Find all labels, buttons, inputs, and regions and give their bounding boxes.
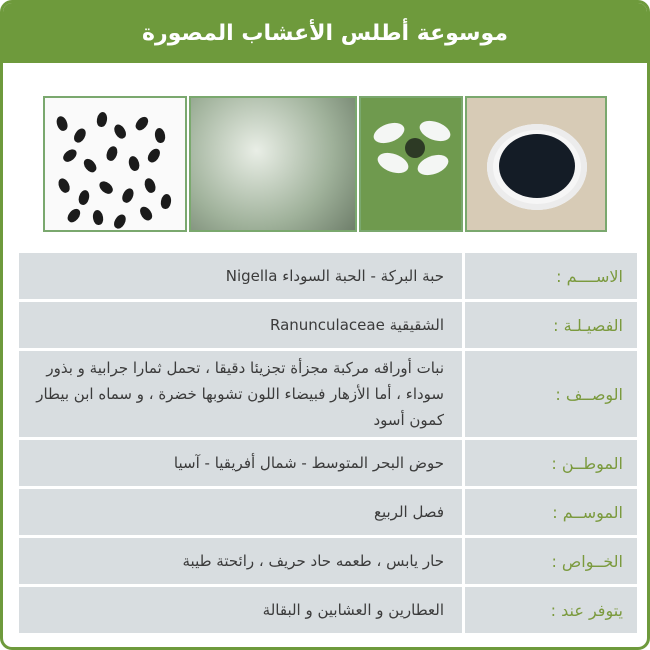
availability-label: يتوفر عند :: [465, 587, 637, 633]
info-row-habitat: [19, 440, 637, 486]
photo-strip: [43, 96, 609, 232]
seeds-photo: [43, 96, 187, 232]
name-value: حبة البركة - الحبة السوداء Nigella: [19, 253, 462, 299]
properties-value: حار يابس ، طعمه حاد حريف ، رائحتة طيبة: [19, 538, 462, 584]
info-table: [19, 253, 637, 633]
info-row-availability: [19, 587, 637, 633]
info-row-season: [19, 489, 637, 535]
flowers-photo: [189, 96, 357, 232]
info-row-name: [19, 253, 637, 299]
habitat-label: الموطــن :: [465, 440, 637, 486]
name-label: الاســــم :: [465, 253, 637, 299]
page-title: موسوعة أطلس الأعشاب المصورة: [142, 20, 508, 46]
description-label: الوصــف :: [465, 351, 637, 437]
family-value: الشقيقية Ranunculaceae: [19, 302, 462, 348]
bloom-photo: [359, 96, 463, 232]
family-label: الفصيـلـة :: [465, 302, 637, 348]
info-row-properties: [19, 538, 637, 584]
description-value: نبات أوراقه مركبة مجزأة تجزيئا دقيقا ، تحمل ثمارا جرابية و بذور سوداء ، أما الأزهار فبيضاء اللون تشوبها خضرة ، و سماه ابن بيطار كمون أسود: [19, 351, 462, 437]
seed-bowl-photo: [465, 96, 607, 232]
info-row-family: [19, 302, 637, 348]
habitat-value: حوض البحر المتوسط - شمال أفريقيا - آسيا: [19, 440, 462, 486]
card-header: [3, 3, 647, 63]
season-value: فصل الربيع: [19, 489, 462, 535]
properties-label: الخــواص :: [465, 538, 637, 584]
availability-value: العطارين و العشابين و البقالة: [19, 587, 462, 633]
info-row-description: [19, 351, 637, 437]
season-label: الموســم :: [465, 489, 637, 535]
